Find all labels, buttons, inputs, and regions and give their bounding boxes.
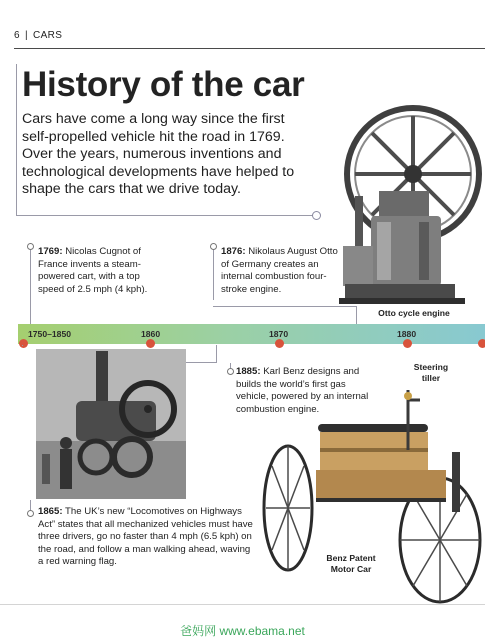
event-text: Nicolas Cugnot of France invents a steam-powered cart, with a top speed of 2.5 mph (4 kph). (38, 246, 148, 295)
otto-engine-caption: Otto cycle engine (378, 308, 450, 318)
frame-left-line (16, 64, 17, 216)
header-separator: | (24, 30, 28, 41)
page-title: History of the car (22, 65, 305, 104)
connector-dot-1769 (27, 243, 34, 250)
timeline-marker (478, 339, 485, 348)
connector-dot-1865 (27, 510, 34, 517)
connector-dot-1876 (210, 243, 217, 250)
running-header (14, 30, 62, 41)
event-1865 (38, 506, 253, 569)
connector-1865-top (22, 345, 23, 346)
traction-engine-photo (36, 349, 186, 499)
timeline-label-1870: 1870 (269, 329, 289, 339)
event-1769 (38, 246, 168, 296)
connector-1876-horizontal (213, 306, 356, 307)
timeline-label-1880: 1880 (397, 329, 417, 339)
intro-paragraph: Cars have come a long way since the first self-propelled vehicle hit the road in 1769. Over the years, numerous inventions and technological developments have helped to shape the cars that we drive today. (22, 111, 295, 198)
footer-watermark: 爸妈网 www.ebama.net (180, 624, 305, 638)
timeline-label-1750: 1750–1850 (28, 329, 72, 339)
event-text: Nikolaus August Otto of Germany creates an internal combustion four-stroke engine. (221, 246, 338, 295)
event-year: 1865: (38, 506, 63, 517)
frame-end-dot (312, 211, 321, 220)
timeline-marker (146, 339, 155, 348)
connector-1876 (213, 248, 214, 300)
event-year: 1769: (38, 246, 63, 257)
event-text: Karl Benz designs and builds the world’s first gas vehicle, powered by an internal combustion engine. (236, 366, 369, 415)
event-year: 1876: (221, 246, 246, 257)
connector-dot-1885 (227, 368, 234, 375)
timeline-label-1860: 1860 (141, 329, 161, 339)
timeline-marker (275, 339, 284, 348)
timeline-marker (403, 339, 412, 348)
event-1876 (221, 246, 339, 296)
bottom-rule (0, 604, 485, 605)
frame-bottom-line (16, 215, 313, 216)
steering-tiller-caption: Steering tiller (413, 362, 449, 383)
page-number: 6 (14, 30, 20, 41)
header-rule (14, 48, 485, 49)
benz-caption: Benz Patent Motor Car (326, 553, 376, 574)
otto-engine-illustration (325, 96, 483, 306)
connector-1865-drop (216, 345, 217, 363)
section-name: CARS (32, 30, 63, 41)
event-year: 1885: (236, 366, 261, 377)
timeline-marker (19, 339, 28, 348)
event-text: The UK’s new “Locomotives on Highways Act” states that all mechanized vehicles must have three drivers, go no faster than 4 mph (6.5 kph) on the road, and follow a man walking ahead, waving a red warning flag. (38, 506, 253, 568)
